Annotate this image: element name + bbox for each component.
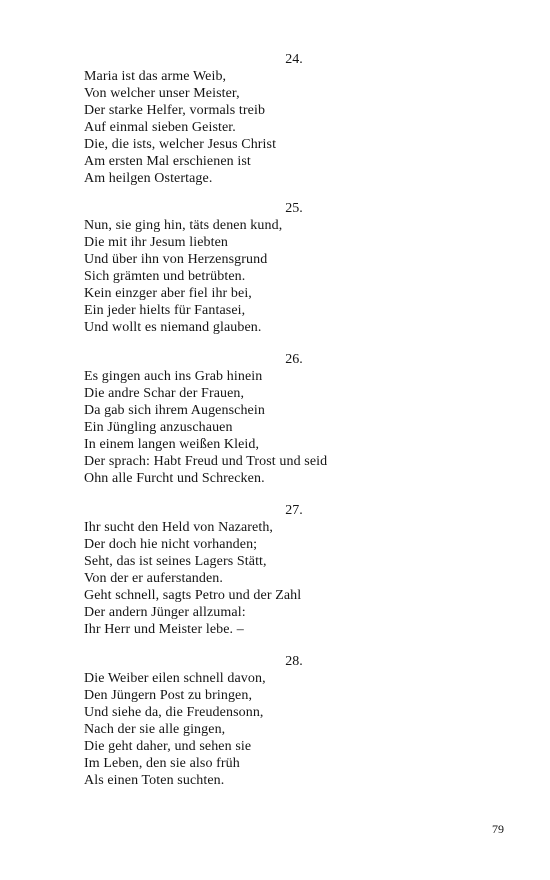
verse-line: Am heilgen Ostertage. [84,171,213,186]
verse-line: Ohn alle Furcht und Schrecken. [84,471,265,486]
verse-line: Der sprach: Habt Freud und Trost und seid [84,454,328,469]
stanza-lines [84,217,282,336]
verse-line: Nun, sie ging hin, täts denen kund, [84,218,283,233]
verse-line: Am ersten Mal erschienen ist [84,154,251,169]
verse-line: Maria ist das arme Weib, [84,69,227,84]
verse-line: Die andre Schar der Frauen, [84,386,245,401]
verse-line: Von welcher unser Meister, [84,86,240,101]
verse-line: Der doch hie nicht vorhanden; [84,537,258,552]
verse-line: Seht, das ist seines Lagers Stätt, [84,554,267,569]
stanza-number: 25. [285,201,303,216]
verse-line: Nach der sie alle gingen, [84,722,226,737]
stanza-lines [84,68,276,187]
verse-line: Die, die ists, welcher Jesus Christ [84,137,277,152]
stanza-lines [84,670,266,789]
verse-line: Sich grämten und betrübten. [84,269,246,284]
stanza-number: 28. [285,654,303,669]
verse-line: Die Weiber eilen schnell davon, [84,671,266,686]
stanza-number: 24. [285,52,303,67]
stanza-number: 27. [285,503,303,518]
verse-line: Ein jeder hielts für Fantasei, [84,303,246,318]
verse-line: Der andern Jünger allzumal: [84,605,246,620]
verse-line: Auf einmal sieben Geister. [84,120,236,135]
verse-line: Den Jüngern Post zu bringen, [84,688,253,703]
verse-line: Von der er auferstanden. [84,571,223,586]
verse-line: Ein Jüngling anzuschauen [84,420,233,435]
verse-line: In einem langen weißen Kleid, [84,437,260,452]
verse-line: Es gingen auch ins Grab hinein [84,369,263,384]
verse-line: Die mit ihr Jesum liebten [84,235,229,250]
verse-line: Der starke Helfer, vormals treib [84,103,266,118]
verse-line: Ihr sucht den Held von Nazareth, [84,520,274,535]
stanza-lines [84,519,301,638]
verse-line: Und siehe da, die Freudensonn, [84,705,264,720]
verse-line: Im Leben, den sie also früh [84,756,240,771]
verse-line: Ihr Herr und Meister lebe. – [84,622,244,637]
verse-line: Da gab sich ihrem Augenschein [84,403,265,418]
page-number: 79 [492,822,504,836]
stanza-lines [84,368,327,487]
verse-line: Und über ihn von Herzensgrund [84,252,268,267]
verse-line: Als einen Toten suchten. [84,773,225,788]
stanza-number: 26. [285,352,303,367]
verse-line: Und wollt es niemand glauben. [84,320,262,335]
verse-line: Geht schnell, sagts Petro und der Zahl [84,588,302,603]
verse-line: Kein einzger aber fiel ihr bei, [84,286,252,301]
verse-line: Die geht daher, und sehen sie [84,739,252,754]
